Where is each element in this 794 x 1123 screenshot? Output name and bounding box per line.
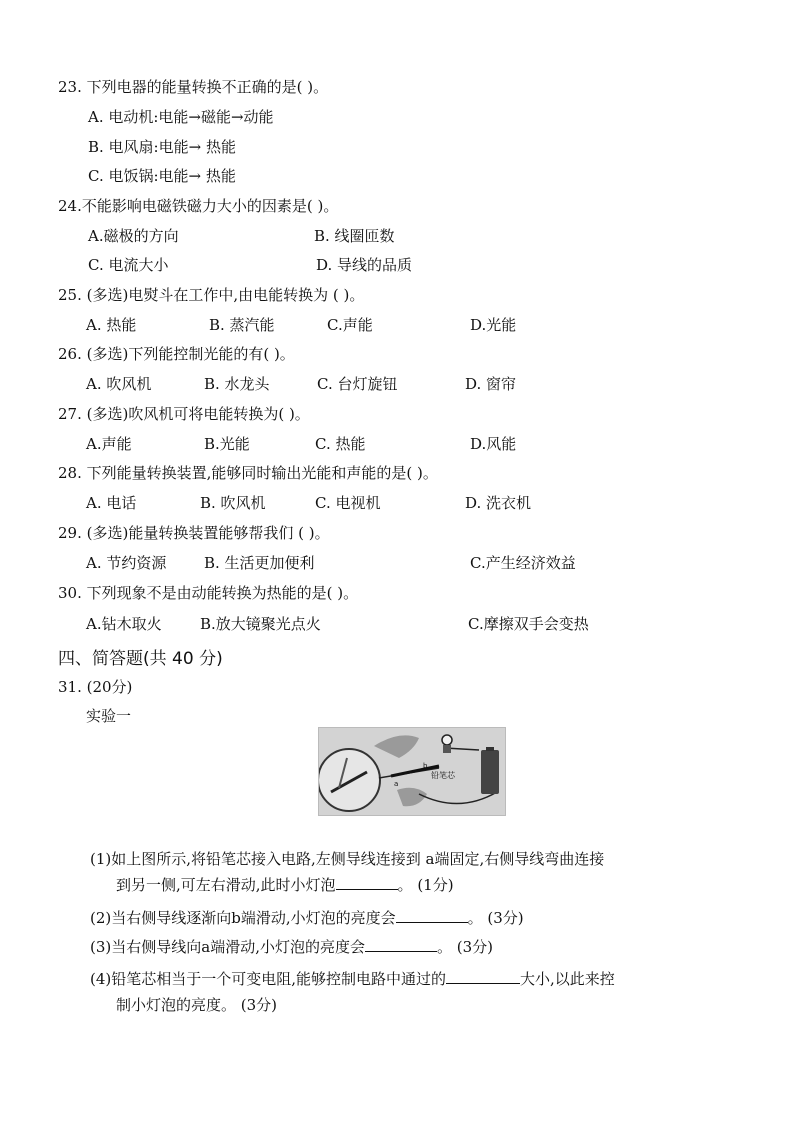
q31-part3-pre: (3)当右侧导线向a端滑动,小灯泡的亮度会 xyxy=(90,938,365,956)
q31-part4-mid: 大小,以此来控 xyxy=(520,970,615,988)
q28-option-a[interactable]: A. 电话 xyxy=(86,494,137,512)
q31-part3 xyxy=(90,934,493,960)
experiment-label: 实验一 xyxy=(86,707,132,725)
circuit-illustration xyxy=(319,728,505,815)
q31-part4-line1 xyxy=(90,966,615,992)
q31-part1-line2 xyxy=(116,872,454,898)
bulb-icon xyxy=(442,735,452,745)
q30-option-a[interactable]: A.钻木取火 xyxy=(86,615,162,633)
q25-option-d[interactable]: D.光能 xyxy=(470,316,517,334)
q24-option-b[interactable]: B. 线圈匝数 xyxy=(314,227,395,245)
q31-part2 xyxy=(90,905,524,931)
q31-part1-cont: 到另一侧,可左右滑动,此时小灯泡 xyxy=(116,876,336,894)
magnifier-circle xyxy=(319,749,380,811)
q27-option-b[interactable]: B.光能 xyxy=(204,435,250,453)
q31-part2-post: 。 (3分) xyxy=(467,909,524,927)
q28-option-b[interactable]: B. 吹风机 xyxy=(200,494,266,512)
q25-option-a[interactable]: A. 热能 xyxy=(86,316,137,334)
q27-option-d[interactable]: D.风能 xyxy=(470,435,517,453)
answer-blank-4[interactable] xyxy=(446,969,520,984)
label-a: a xyxy=(394,780,399,788)
q31-part4-line2: 制小灯泡的亮度。 (3分) xyxy=(116,996,278,1014)
q26-option-a[interactable]: A. 吹风机 xyxy=(86,375,152,393)
answer-blank-1[interactable] xyxy=(336,875,398,890)
question-25-stem: 25. (多选)电熨斗在工作中,由电能转换为 ( )。 xyxy=(58,286,365,304)
circuit-photo xyxy=(318,727,506,816)
q30-option-b[interactable]: B.放大镜聚光点火 xyxy=(200,615,321,633)
q24-option-a[interactable]: A.磁极的方向 xyxy=(88,227,179,245)
q23-option-b[interactable]: B. 电风扇:电能→ 热能 xyxy=(88,138,236,156)
question-26-stem: 26. (多选)下列能控制光能的有( )。 xyxy=(58,345,295,363)
q25-option-b[interactable]: B. 蒸汽能 xyxy=(209,316,275,334)
question-27-stem: 27. (多选)吹风机可将电能转换为( )。 xyxy=(58,405,310,423)
question-29-stem: 29. (多选)能量转换装置能够帮我们 ( )。 xyxy=(58,524,330,542)
label-b: b xyxy=(423,762,428,770)
question-31-header: 31. (20分) xyxy=(58,678,133,696)
q23-option-c[interactable]: C. 电饭锅:电能→ 热能 xyxy=(88,167,236,185)
q29-option-a[interactable]: A. 节约资源 xyxy=(86,554,167,572)
q28-option-d[interactable]: D. 洗衣机 xyxy=(465,494,532,512)
q29-option-b[interactable]: B. 生活更加便利 xyxy=(204,554,315,572)
pencil-lead-label: 铅笔芯 xyxy=(431,771,455,780)
q25-option-c[interactable]: C.声能 xyxy=(327,316,373,334)
q31-part3-post: 。 (3分) xyxy=(436,938,493,956)
q31-part2-pre: (2)当右侧导线逐渐向b端滑动,小灯泡的亮度会 xyxy=(90,909,396,927)
answer-blank-3[interactable] xyxy=(365,937,437,952)
q24-option-d[interactable]: D. 导线的品质 xyxy=(316,256,413,274)
q24-option-c[interactable]: C. 电流大小 xyxy=(88,256,169,274)
q26-option-b[interactable]: B. 水龙头 xyxy=(204,375,270,393)
q31-part4-pre: (4)铅笔芯相当于一个可变电阻,能够控制电路中通过的 xyxy=(90,970,447,988)
q26-option-c[interactable]: C. 台灯旋钮 xyxy=(317,375,398,393)
q23-option-a[interactable]: A. 电动机:电能→磁能→动能 xyxy=(88,108,274,126)
q29-option-c[interactable]: C.产生经济效益 xyxy=(470,554,576,572)
q27-option-c[interactable]: C. 热能 xyxy=(315,435,366,453)
question-28-stem: 28. 下列能量转换装置,能够同时输出光能和声能的是( )。 xyxy=(58,464,438,482)
q27-option-a[interactable]: A.声能 xyxy=(86,435,132,453)
section-title: 四、简答题(共 40 分) xyxy=(58,649,223,669)
q31-part1-line1: (1)如上图所示,将铅笔芯接入电路,左侧导线连接到 a端固定,右侧导线弯曲连接 xyxy=(90,850,605,868)
question-23-stem: 23. 下列电器的能量转换不正确的是( )。 xyxy=(58,78,329,96)
q26-option-d[interactable]: D. 窗帘 xyxy=(465,375,517,393)
q31-part1-post: 。 (1分) xyxy=(397,876,454,894)
battery-icon xyxy=(481,750,499,794)
answer-blank-2[interactable] xyxy=(396,908,468,923)
question-30-stem: 30. 下列现象不是由动能转换为热能的是( )。 xyxy=(58,584,359,602)
q28-option-c[interactable]: C. 电视机 xyxy=(315,494,381,512)
question-24-stem: 24.不能影响电磁铁磁力大小的因素是( )。 xyxy=(58,197,339,215)
q30-option-c[interactable]: C.摩擦双手会变热 xyxy=(468,615,589,633)
